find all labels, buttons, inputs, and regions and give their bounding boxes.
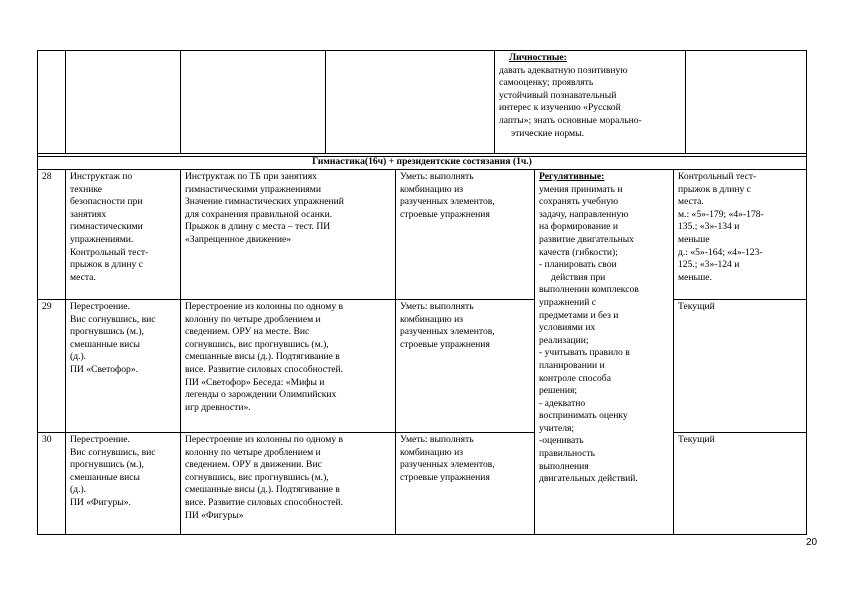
skills-line: строевые упражнения: [400, 471, 490, 483]
control-line: места.: [678, 196, 704, 208]
topic-line: (д.).: [70, 484, 87, 496]
content-line: Инструктаж по ТБ при занятиях: [185, 171, 317, 182]
lesson-skills-cell: [396, 434, 534, 484]
content-line: Значение гимнастических упражнений: [185, 196, 344, 208]
topic-line: ПИ «Фигуры».: [70, 496, 131, 508]
personal-line: лапты»; знать основные морально-: [499, 114, 642, 126]
topic-line: Вис согнувшись, вис: [70, 313, 156, 325]
rule-section-bottom: [37, 169, 807, 170]
skills-line: разученных элементов,: [400, 459, 495, 471]
control-line: Контрольный тест-: [678, 171, 757, 182]
regulatory-line: - учитывать правило в: [539, 347, 630, 359]
regulatory-line: качеств (гибкости);: [539, 246, 618, 258]
personal-line: интерес к изучению «Русской: [499, 102, 621, 114]
lesson-content-cell: [181, 171, 395, 247]
topic-line: ПИ «Светофор».: [70, 363, 139, 375]
personal-line: устойчивый познавательный: [499, 89, 617, 101]
personal-line: этические нормы.: [511, 127, 584, 139]
content-line: висе. Развитие силовых способностей.: [185, 496, 344, 508]
table-border-right: [806, 50, 807, 535]
control-line: Текущий: [678, 301, 715, 312]
content-line: гимнастическими упражнениями: [185, 183, 321, 195]
table-border-bottom: [37, 534, 807, 535]
regulatory-line: условиями их: [539, 322, 596, 334]
topic-line: места.: [70, 271, 96, 283]
rule-section-top: [37, 153, 807, 154]
regulatory-line: учителя;: [539, 422, 575, 434]
regulatory-line: -оценивать: [539, 435, 584, 447]
rule-row-29-top-control: [673, 299, 807, 300]
content-line: игр древности».: [185, 401, 251, 413]
topic-line: Инструктаж по: [70, 171, 133, 182]
control-line: 135.; «3»-134 и: [678, 221, 740, 233]
regulatory-line: на формирование и: [539, 221, 618, 233]
regulatory-line: решения;: [539, 385, 578, 397]
lesson-topic-cell: [66, 301, 180, 377]
control-line: меньше: [678, 233, 710, 245]
topic-line: Перестроение.: [70, 434, 130, 445]
regulatory-line: предметами и без и: [539, 309, 619, 321]
content-line: ПИ «Фигуры»: [185, 509, 244, 521]
regulatory-line: выполнении комплексов: [539, 284, 639, 296]
content-line: для сохранения правильной осанки.: [185, 208, 333, 220]
lesson-skills-cell: [396, 301, 534, 351]
content-line: ПИ «Светофор» Беседа: «Мифы и: [185, 376, 325, 388]
control-line: д.: «5»-164; «4»-123-: [678, 246, 763, 258]
skills-line: комбинацию из: [400, 313, 464, 325]
rule-row-30-top-control: [673, 432, 807, 433]
regulatory-line: задачу, направленную: [539, 208, 629, 220]
content-line: сведением. ОРУ на месте. Вис: [185, 326, 310, 338]
col-rule-2-top: [180, 50, 181, 154]
personal-line: давать адекватную позитивную: [499, 64, 628, 76]
regulatory-heading: Регулятивные:: [539, 171, 605, 182]
content-line: Перестроение из колонны по одному в: [185, 434, 344, 445]
lesson-content-cell: [181, 301, 395, 414]
regulatory-line: сохранять учебную: [539, 196, 619, 208]
content-line: колонну по четыре дроблением и: [185, 313, 321, 325]
lesson-control-cell: [674, 171, 806, 284]
content-line: смешанные висы (д.). Подтягивание в: [185, 484, 340, 496]
topic-line: смешанные висы: [70, 338, 140, 350]
skills-line: Уметь: выполнять: [400, 171, 474, 182]
table-border-left: [37, 50, 38, 535]
rule-row-30-top: [37, 432, 534, 433]
topic-line: Контрольный тест-: [70, 246, 149, 258]
col-rule-3-top: [325, 50, 326, 154]
personal-outcomes-heading: Личностные:: [509, 52, 567, 63]
topic-line: прогнувшись (м.),: [70, 459, 144, 471]
skills-line: комбинацию из: [400, 183, 464, 195]
section-heading: Гимнастика(16ч) + президентские состязания (1ч.): [312, 156, 532, 167]
regulatory-line: - адекватно: [539, 397, 586, 409]
content-line: висе. Развитие силовых способностей.: [185, 363, 344, 375]
regulatory-line: планировании и: [539, 359, 605, 371]
topic-line: прогнувшись (м.),: [70, 326, 144, 338]
topic-line: Вис согнувшись, вис: [70, 446, 156, 458]
control-line: меньше.: [678, 271, 712, 283]
table-border-top: [37, 50, 807, 51]
personal-outcomes-cell: [495, 52, 685, 140]
topic-line: упражнениями.: [70, 233, 134, 245]
skills-line: Уметь: выполнять: [400, 301, 474, 312]
regulatory-line: упражнений с: [539, 296, 597, 308]
control-line: прыжок в длину с: [678, 183, 751, 195]
topic-line: безопасности при: [70, 196, 143, 208]
personal-line: самооценку; проявлять: [499, 77, 594, 89]
topic-line: (д.).: [70, 351, 87, 363]
rule-row-29-top: [37, 299, 534, 300]
col-rule-1-top: [65, 50, 66, 154]
topic-line: гимнастическими: [70, 221, 143, 233]
content-line: колонну по четыре дроблением и: [185, 446, 321, 458]
content-line: согнувшись, вис прогнувшись (м.),: [185, 471, 329, 483]
content-line: смешанные висы (д.). Подтягивание в: [185, 351, 340, 363]
regulatory-line: правильность: [539, 448, 596, 460]
lesson-control-cell: [674, 434, 806, 447]
lesson-topic-cell: [66, 434, 180, 510]
regulatory-line: умения принимать и: [539, 183, 623, 195]
content-line: легенды о зарождении Олимпийских: [185, 389, 337, 401]
regulatory-line: двигательных действий.: [539, 473, 638, 485]
lesson-number: 30: [42, 434, 52, 445]
regulatory-line: выполнения: [539, 460, 589, 472]
content-line: Перестроение из колонны по одному в: [185, 301, 344, 312]
content-line: согнувшись, вис прогнувшись (м.),: [185, 338, 329, 350]
skills-line: комбинацию из: [400, 446, 464, 458]
control-line: 125.; «3»-124 и: [678, 259, 740, 271]
page-number: 20: [806, 537, 818, 548]
topic-line: технике: [70, 183, 103, 195]
content-line: сведением. ОРУ в движении. Вис: [185, 459, 322, 471]
regulatory-line: воспринимать оценку: [539, 410, 628, 422]
topic-line: Перестроение.: [70, 301, 130, 312]
regulatory-line: - планировать свои: [539, 259, 617, 271]
lesson-skills-cell: [396, 171, 534, 221]
skills-line: строевые упражнения: [400, 208, 490, 220]
skills-line: строевые упражнения: [400, 338, 490, 350]
regulatory-line: контроле способа: [539, 372, 611, 384]
skills-line: разученных элементов,: [400, 196, 495, 208]
topic-line: прыжок в длину с: [70, 259, 143, 271]
regulatory-outcomes-cell: [535, 171, 673, 486]
skills-line: разученных элементов,: [400, 326, 495, 338]
regulatory-line: развитие двигательных: [539, 233, 634, 245]
control-line: Текущий: [678, 434, 715, 445]
regulatory-line: реализации;: [539, 334, 589, 346]
skills-line: Уметь: выполнять: [400, 434, 474, 445]
control-line: м.: «5»-179; «4»-178-: [678, 208, 764, 220]
lesson-number: 28: [42, 171, 52, 182]
content-line: Прыжок в длину с места – тест. ПИ: [185, 221, 331, 233]
content-line: «Запрещенное движение»: [185, 233, 292, 245]
lesson-number: 29: [42, 301, 52, 312]
topic-line: смешанные висы: [70, 471, 140, 483]
lesson-control-cell: [674, 301, 806, 314]
regulatory-line: действия при: [551, 271, 606, 283]
lesson-topic-cell: [66, 171, 180, 284]
col-rule-5-top: [685, 50, 686, 154]
topic-line: занятиях: [70, 208, 107, 220]
lesson-content-cell: [181, 434, 395, 522]
